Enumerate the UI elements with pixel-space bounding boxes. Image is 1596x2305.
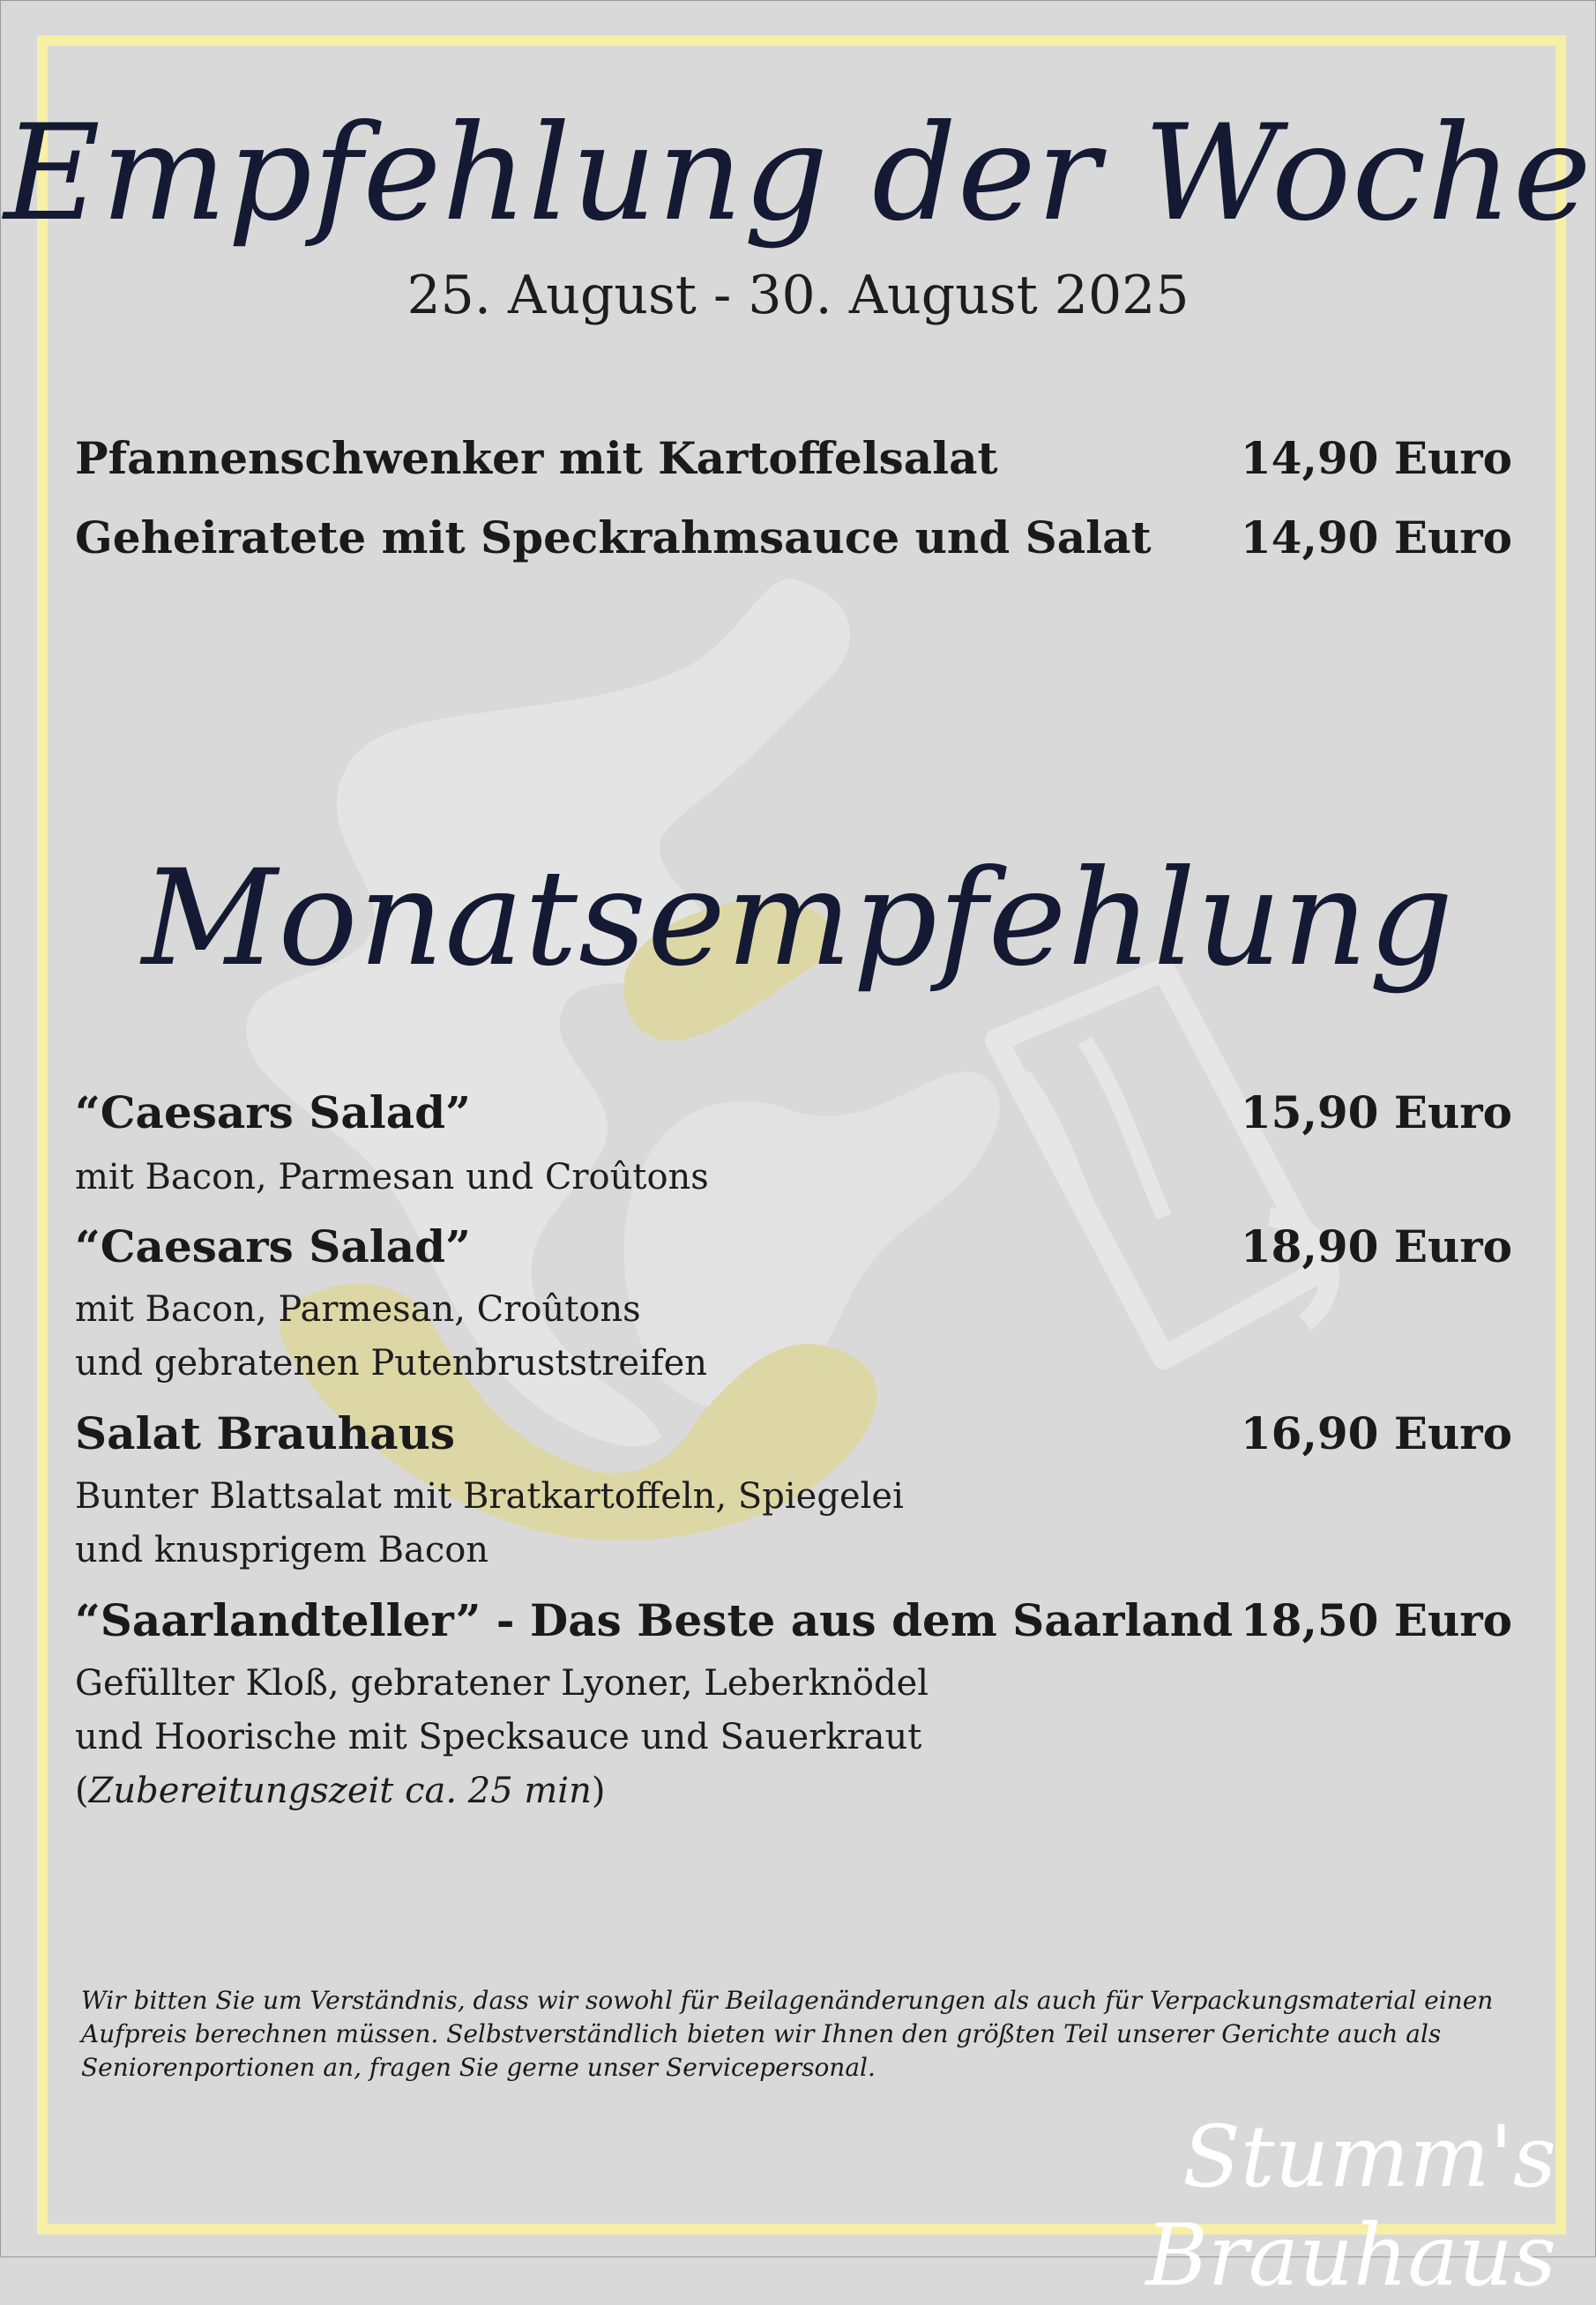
description-line: und knusprigem Bacon — [75, 1530, 489, 1570]
dish-name: “Caesars Salad” — [75, 1086, 471, 1138]
dish-name: Geheiratete mit Speckrahmsauce und Salat — [75, 511, 1152, 563]
dish-name: Salat Brauhaus — [75, 1407, 456, 1459]
weekly-title: Empfehlung der Woche — [4, 97, 1592, 250]
dish-name: Pfannenschwenker mit Kartoffelsalat — [75, 432, 998, 484]
note-text: Zubereitungszeit ca. 25 min — [88, 1771, 592, 1811]
dish-description — [75, 1470, 1221, 1578]
note-paren-close: ) — [591, 1771, 606, 1811]
description-line: mit Bacon, Parmesan und Croûtons — [75, 1157, 709, 1197]
description-line: und gebratenen Putenbruststreifen — [75, 1343, 708, 1384]
dish-price: 14,90 Euro — [1240, 511, 1512, 563]
note-paren-open: ( — [75, 1771, 89, 1811]
description-line: mit Bacon, Parmesan, Croûtons — [75, 1289, 641, 1330]
menu-item — [75, 1594, 1512, 1646]
description-line: Bunter Blattsalat mit Bratkartoffeln, Spiegelei — [75, 1476, 904, 1517]
menu-item — [75, 1407, 1512, 1459]
menu-item — [75, 511, 1512, 563]
brand-signature: Stumm's Brauhaus — [1145, 2107, 1556, 2305]
dish-name: “Saarlandteller” - Das Beste aus dem Saarland — [75, 1594, 1234, 1646]
dish-price: 18,50 Euro — [1240, 1594, 1512, 1646]
dish-description — [75, 1657, 1221, 1818]
description-line: und Hoorische mit Specksauce und Sauerkraut — [75, 1717, 922, 1757]
date-range: 25. August - 30. August 2025 — [406, 265, 1190, 326]
dish-name: “Caesars Salad” — [75, 1220, 471, 1272]
disclaimer-text: Wir bitten Sie um Verständnis, dass wir sowohl für Beilagenänderungen als auch für Verpackungsmaterial einen Aufpreis berechnen müssen. Selbstverständlich bieten wir Ihnen den größten Teil unserer Gerichte auch als Seniorenportionen an, fragen Sie gerne unser Servicepersonal. — [81, 1986, 1494, 2082]
menu-item — [75, 1220, 1512, 1272]
preparation-note — [75, 1764, 1221, 1818]
monthly-title: Monatsempfehlung — [141, 842, 1455, 996]
dish-price: 15,90 Euro — [1240, 1086, 1512, 1138]
menu-item — [75, 1086, 1512, 1138]
dish-description — [75, 1283, 1221, 1391]
menu-item — [75, 432, 1512, 484]
dish-description — [75, 1151, 1221, 1205]
description-line: Gefüllter Kloß, gebratener Lyoner, Leberknödel — [75, 1663, 929, 1704]
dish-price: 16,90 Euro — [1240, 1407, 1512, 1459]
dish-price: 14,90 Euro — [1240, 432, 1512, 484]
dish-price: 18,90 Euro — [1240, 1220, 1512, 1272]
